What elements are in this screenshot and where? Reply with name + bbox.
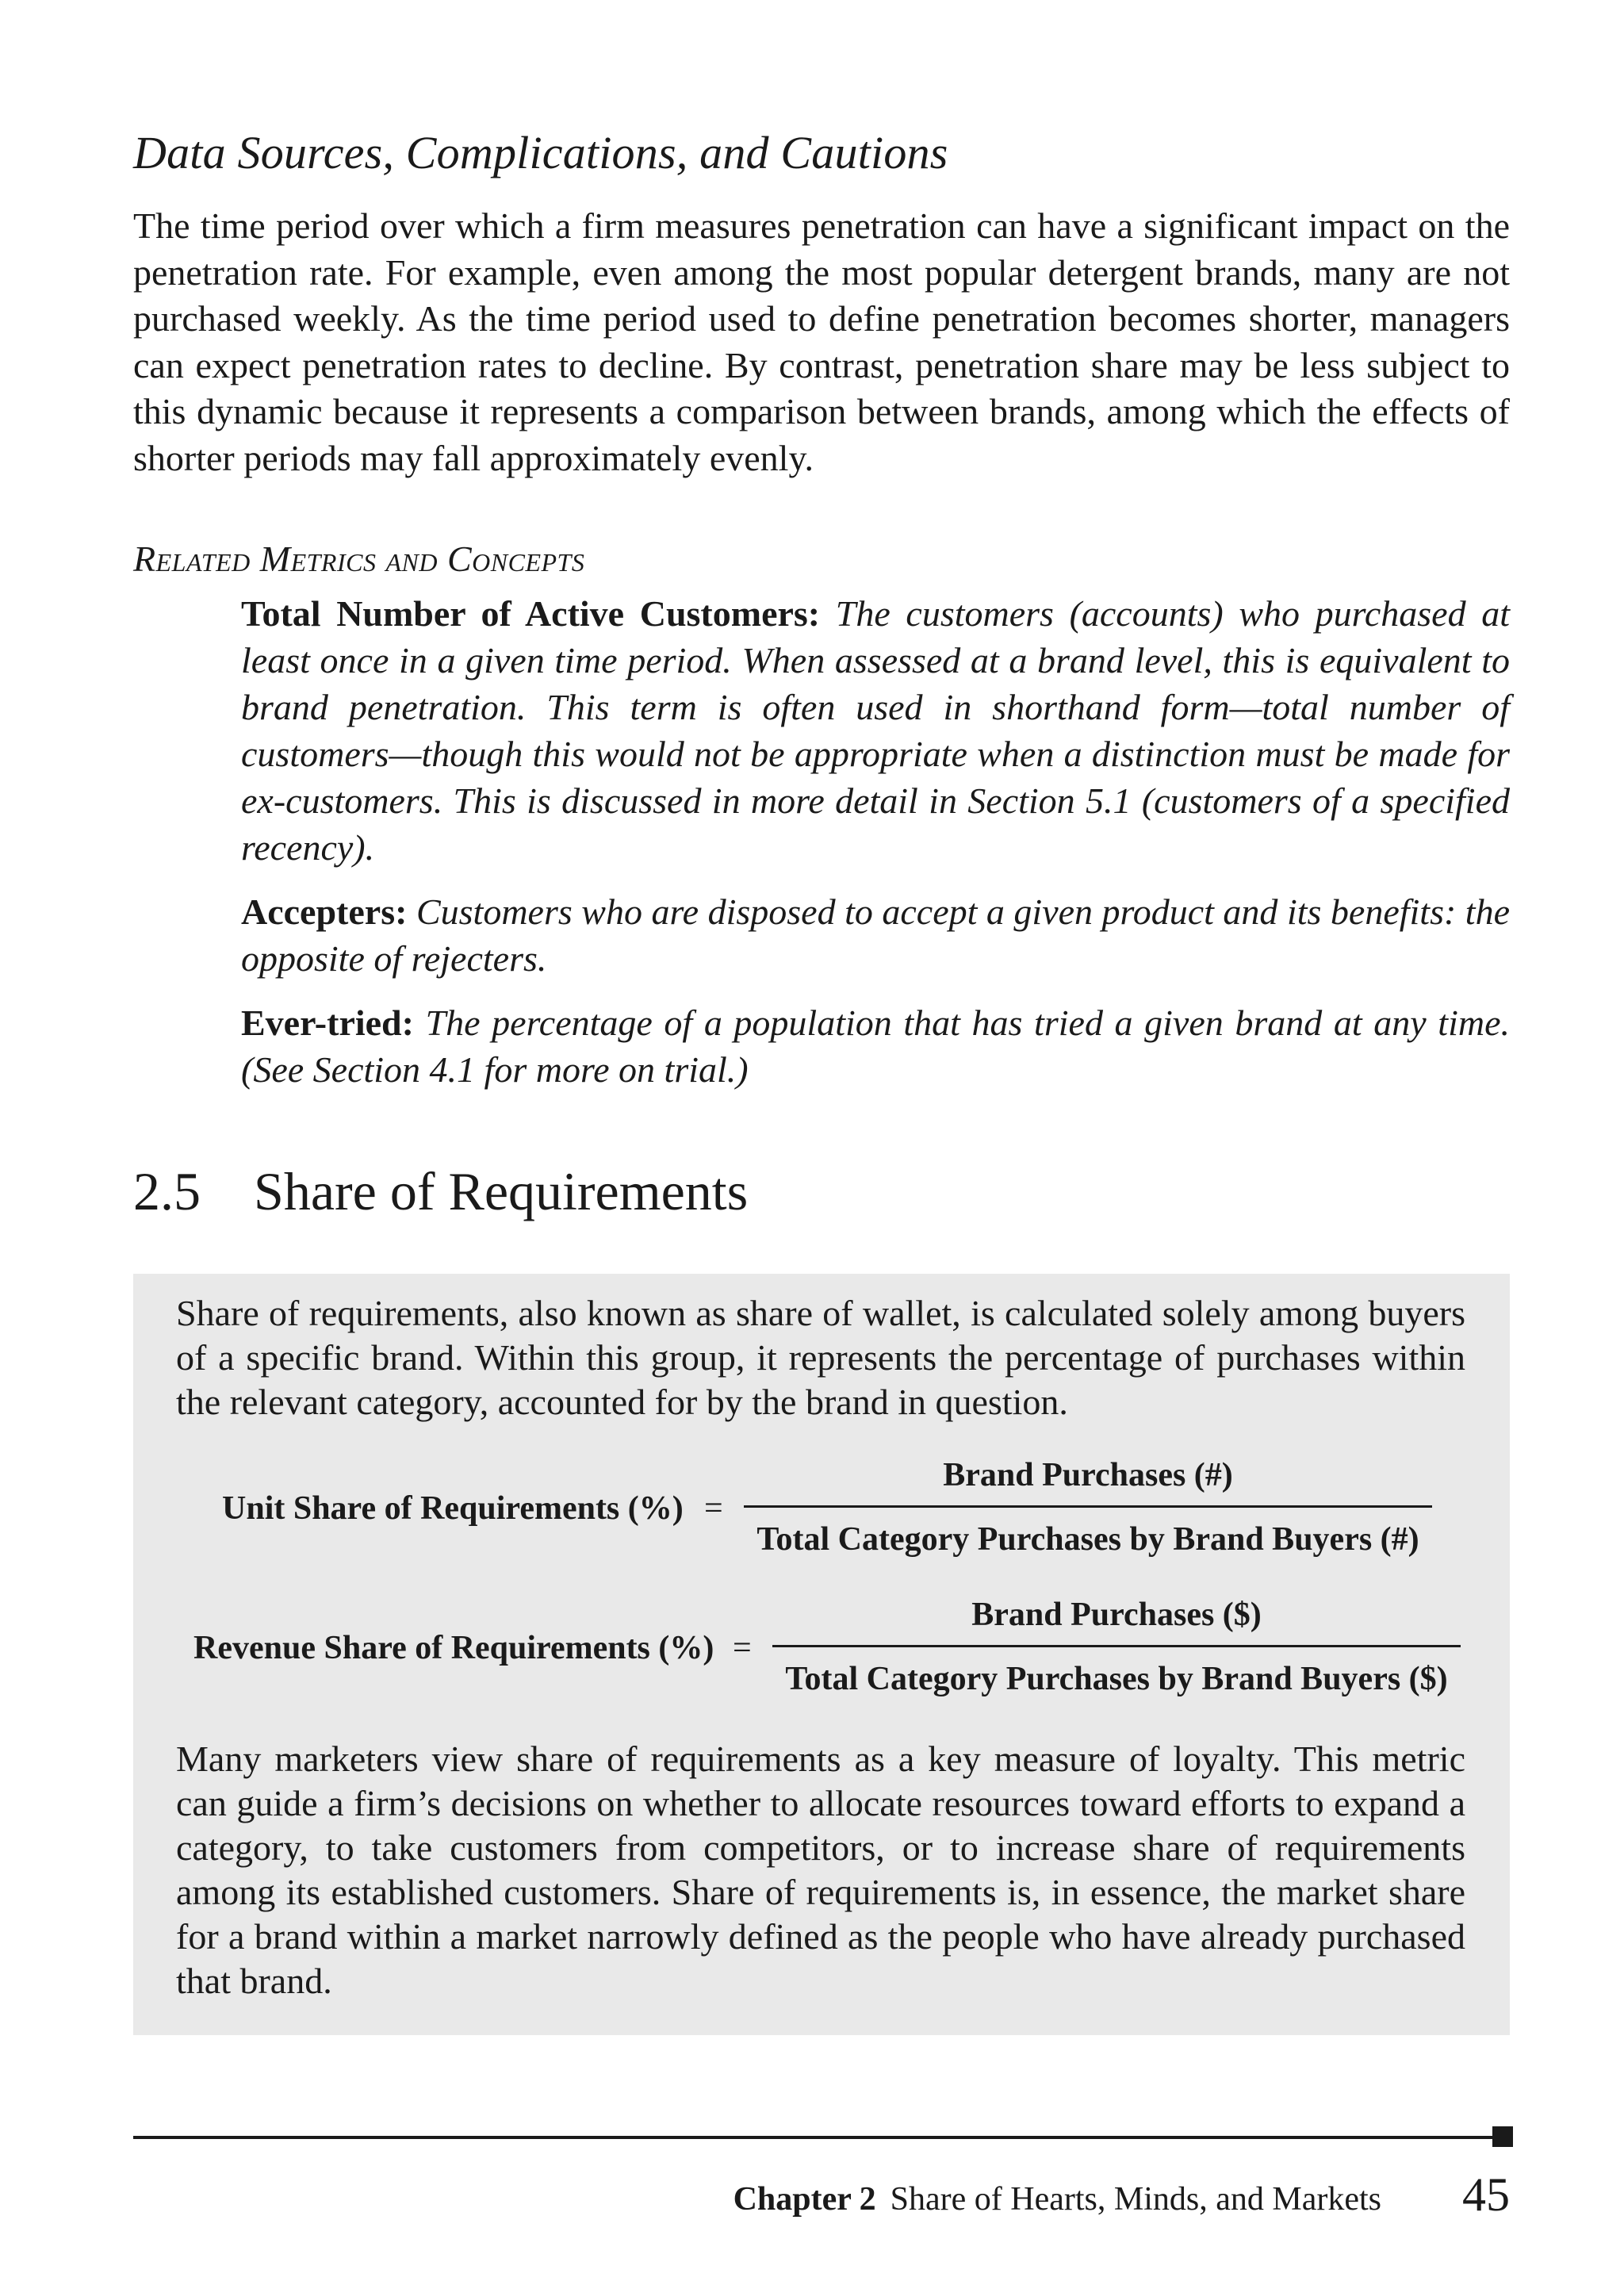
related-item-term: Accepters: (241, 891, 408, 932)
formula-lhs: Unit Share of Requirements (%) (222, 1490, 684, 1527)
formula-fraction (772, 1594, 1461, 1700)
footer-rule (133, 2136, 1497, 2139)
section-number: 2.5 (133, 1161, 201, 1221)
formula-equals: = (733, 1630, 752, 1666)
formula-numerator: Brand Purchases ($) (971, 1597, 1262, 1633)
running-footer (733, 2177, 1381, 2222)
formula-revenue-share (133, 1594, 1510, 1705)
formula-denominator: Total Category Purchases by Brand Buyers (#) (756, 1521, 1419, 1558)
definition-box-intro: Share of requirements, also known as share of wallet, is calculated solely among buyers of a specific brand. Within this group, it represents the percentage of purchases within the relevant category, accounted for by the brand in question. (176, 1293, 1465, 1422)
footer-chapter-label: Chapter 2 (733, 2181, 876, 2218)
formula-denominator: Total Category Purchases by Brand Buyers ($) (785, 1661, 1448, 1697)
page-number: 45 (1462, 2168, 1510, 2221)
related-item-term: Total Number of Active Customers: (241, 593, 821, 634)
related-item-active-customers (241, 590, 1510, 871)
related-item-definition: Customers who are disposed to accept a given product and its benefits: the opposite of rejecters. (241, 891, 1511, 979)
related-item-ever-tried (241, 999, 1510, 1093)
definition-box (133, 1274, 1510, 2035)
book-page (133, 0, 1510, 2281)
related-item-accepters (241, 888, 1510, 982)
data-sources-paragraph: The time period over which a firm measures penetration can have a significant impact on the penetration rate. For example, even among the most popular detergent brands, many are not purchased weekly. As the time period used to define penetration becomes shorter, managers can expect penetration rates to decline. By contrast, penetration share may be less subject to this dynamic because it represents a comparison between brands, among which the effects of shorter periods may fall approximately evenly. (133, 205, 1510, 478)
definition-box-outro: Many marketers view share of requirements as a key measure of loyalty. This metric can guide a firm’s decisions on whether to allocate resources toward efforts to expand a category, to take customers from competitors, or to increase share of requirements among its established customers. Share of requirements is, in essence, the market share for a brand within a market narrowly defined as the people who have already purchased that brand. (176, 1739, 1465, 2001)
related-metrics-list (241, 590, 1510, 1110)
formula-numerator: Brand Purchases (#) (943, 1457, 1233, 1493)
formula-equals: = (704, 1490, 723, 1527)
section-heading (133, 1160, 748, 1223)
formula-lhs: Revenue Share of Requirements (%) (193, 1630, 714, 1666)
related-item-definition: The customers (accounts) who purchased at least once in a given time period. When assessed at a brand level, this is equivalent to brand penetration. This term is often used in shorthand form—total number of customers—though this would not be appropriate when a distinction must be made for ex-customers. This is discussed in more detail in Section 5.1 (customers of a specified recency). (241, 593, 1511, 868)
data-sources-heading: Data Sources, Complications, and Cautions (133, 127, 948, 178)
section-title: Share of Requirements (254, 1161, 749, 1221)
footer-square-marker (1492, 2126, 1513, 2147)
related-metrics-heading: Related Metrics and Concepts (133, 539, 585, 579)
formula-unit-share (133, 1455, 1510, 1566)
fraction-bar (744, 1505, 1432, 1508)
formula-fraction (744, 1455, 1432, 1560)
related-item-term: Ever-tried: (241, 1002, 414, 1043)
footer-chapter-title: Share of Hearts, Minds, and Markets (890, 2181, 1381, 2218)
fraction-bar (772, 1645, 1461, 1647)
related-item-definition: The percentage of a population that has tried a given brand at any time. (See Section 4.1 for more on trial.) (241, 1002, 1511, 1090)
